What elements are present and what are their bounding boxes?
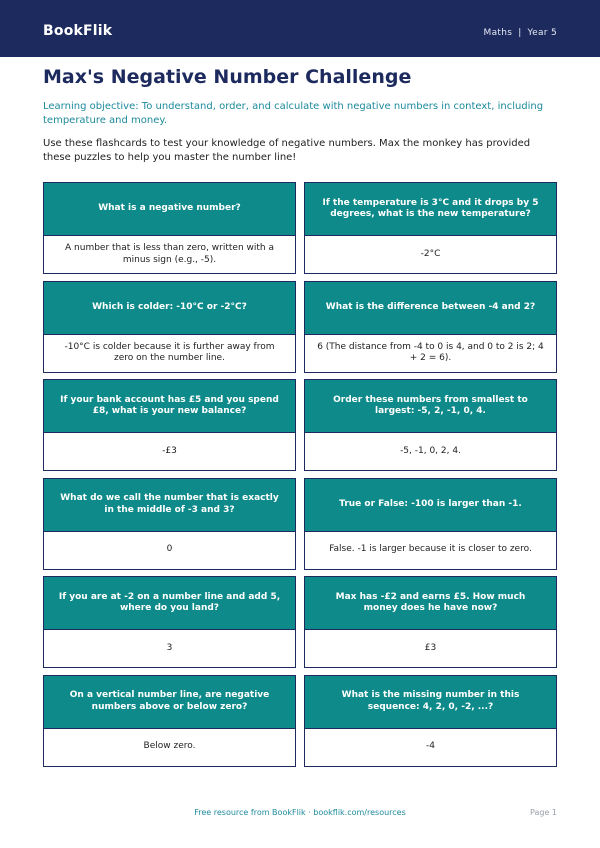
flashcard — [43, 379, 296, 471]
flashcard — [43, 182, 296, 274]
flashcard-question: On a vertical number line, are negative numbers above or below zero? — [44, 676, 295, 728]
flashcard — [304, 576, 557, 668]
flashcard-question: What is the difference between -4 and 2? — [305, 282, 556, 334]
meta-separator: | — [518, 28, 522, 38]
flashcard-answer: -£3 — [44, 432, 295, 470]
flashcard-question: Which is colder: -10°C or -2°C? — [44, 282, 295, 334]
year-label: Year 5 — [527, 28, 557, 38]
flashcard-row — [43, 576, 557, 668]
flashcard-answer: -4 — [305, 728, 556, 766]
subject-label: Maths — [483, 28, 513, 38]
flashcard — [43, 675, 296, 767]
flashcard-row — [43, 675, 557, 767]
flashcard-answer: -2°C — [305, 235, 556, 273]
flashcard-question: What do we call the number that is exactly in the middle of -3 and 3? — [44, 479, 295, 531]
flashcard-answer: Below zero. — [44, 728, 295, 766]
flashcard-answer: -5, -1, 0, 2, 4. — [305, 432, 556, 470]
flashcard-answer: £3 — [305, 629, 556, 667]
flashcard-question: Max has -£2 and earns £5. How much money does he have now? — [305, 577, 556, 629]
flashcard-question: If you are at -2 on a number line and add 5, where do you land? — [44, 577, 295, 629]
intro-text: Use these flashcards to test your knowledge of negative numbers. Max the monkey has provided these puzzles to help you master the number line! — [43, 138, 531, 163]
flashcard — [304, 182, 557, 274]
flashcard-answer: 6 (The distance from -4 to 0 is 4, and 0 to 2 is 2; 4 + 2 = 6). — [305, 334, 556, 372]
flashcard — [43, 478, 296, 570]
flashcard-grid — [43, 182, 557, 773]
footer-credit[interactable]: Free resource from BookFlik · bookflik.com/resources — [194, 808, 406, 817]
flashcard — [43, 576, 296, 668]
flashcard-question: If your bank account has £5 and you spend £8, what is your new balance? — [44, 380, 295, 432]
flashcard-row — [43, 281, 557, 373]
flashcard-question: True or False: -100 is larger than -1. — [305, 479, 556, 531]
page-number: Page 1 — [530, 808, 557, 817]
page-title: Max's Negative Number Challenge — [43, 66, 412, 88]
flashcard-answer: -10°C is colder because it is further away from zero on the number line. — [44, 334, 295, 372]
flashcard-question: Order these numbers from smallest to largest: -5, 2, -1, 0, 4. — [305, 380, 556, 432]
learning-objective: Learning objective: To understand, order, and calculate with negative numbers in context, including temperature and money. — [43, 101, 544, 126]
flashcard-answer: 3 — [44, 629, 295, 667]
flashcard-row — [43, 478, 557, 570]
flashcard-answer: A number that is less than zero, written with a minus sign (e.g., -5). — [44, 235, 295, 273]
flashcard-question: What is the missing number in this sequence: 4, 2, 0, -2, ...? — [305, 676, 556, 728]
flashcard — [304, 281, 557, 373]
flashcard-answer: 0 — [44, 531, 295, 569]
flashcard-question: What is a negative number? — [44, 183, 295, 235]
flashcard — [304, 675, 557, 767]
flashcard-row — [43, 182, 557, 274]
brand-logo[interactable]: BookFlik — [43, 23, 113, 39]
flashcard — [304, 478, 557, 570]
flashcard-answer: False. -1 is larger because it is closer to zero. — [305, 531, 556, 569]
flashcard — [304, 379, 557, 471]
flashcard — [43, 281, 296, 373]
flashcard-question: If the temperature is 3°C and it drops by 5 degrees, what is the new temperature? — [305, 183, 556, 235]
subject-meta — [484, 28, 558, 38]
flashcard-row — [43, 379, 557, 471]
header-bar — [0, 0, 600, 57]
